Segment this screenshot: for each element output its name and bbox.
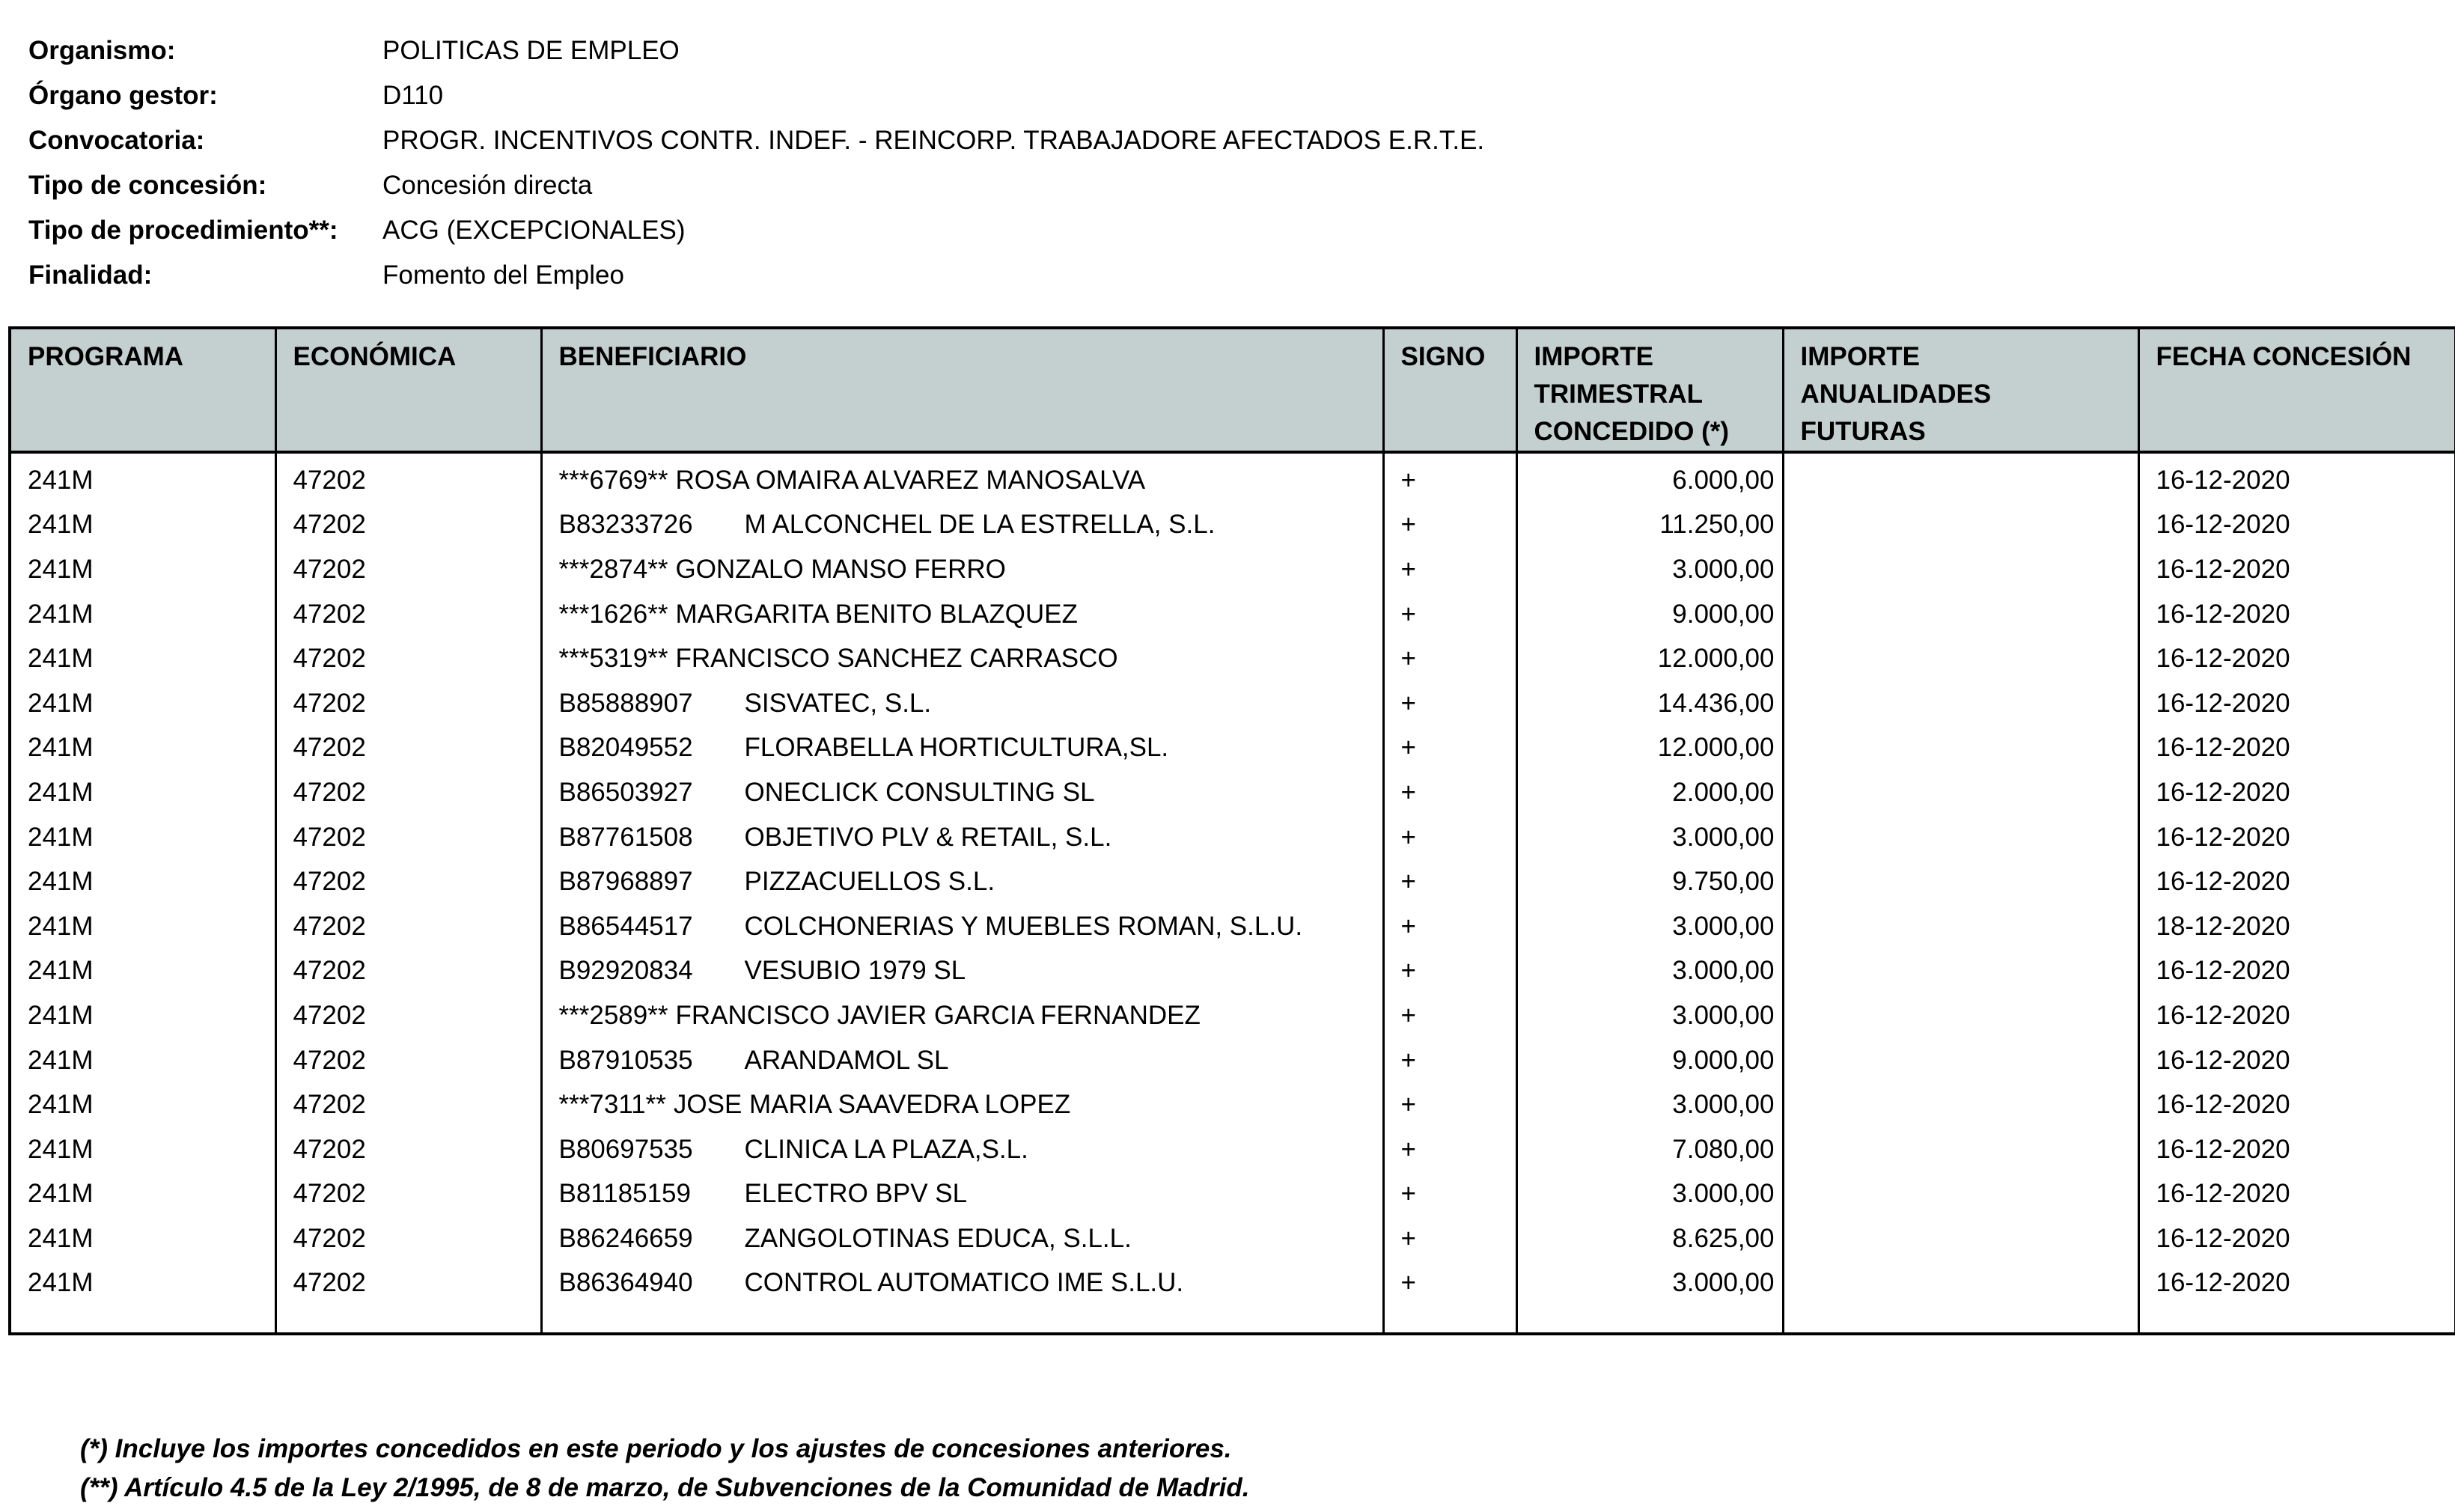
table-row [10, 1038, 2455, 1083]
cell-importe: 3.000,00 [1516, 815, 1783, 860]
table-row [10, 1127, 2455, 1172]
cell-economica: 47202 [275, 1261, 541, 1306]
cell-futuras [1783, 859, 2138, 904]
cell-economica: 47202 [275, 1082, 541, 1127]
document-header [28, 28, 1825, 298]
cell-fecha: 16-12-2020 [2138, 1216, 2455, 1261]
cell-signo: + [1383, 815, 1516, 860]
header-value: POLITICAS DE EMPLEO [382, 36, 680, 65]
cell-signo: + [1383, 859, 1516, 904]
column-header-importe-anualidades [1783, 328, 2138, 452]
empty-cell [10, 1305, 275, 1334]
cell-fecha: 18-12-2020 [2138, 904, 2455, 949]
cell-programa: 241M [28, 956, 94, 986]
cell-importe: 8.625,00 [1516, 1216, 1783, 1261]
header-label: Organismo: [28, 36, 176, 65]
beneficiary-name: MARGARITA BENITO BLAZQUEZ [675, 599, 1078, 629]
cell-signo: + [1383, 503, 1516, 548]
cell-importe: 2.000,00 [1516, 770, 1783, 815]
cell-importe: 9.000,00 [1516, 1038, 1783, 1083]
cell-fecha: 16-12-2020 [2138, 770, 2455, 815]
cell-programa: 241M [28, 688, 94, 718]
footnote-1: (*) Incluye los importes concedidos en este periodo y los ajustes de concesiones anteriores. [80, 1434, 1232, 1463]
cell-beneficiario [541, 1082, 1383, 1127]
cell-economica: 47202 [275, 1216, 541, 1261]
cell-beneficiario [541, 636, 1383, 681]
cell-economica: 47202 [275, 452, 541, 503]
table-row [10, 1216, 2455, 1261]
cell-economica: 47202 [275, 592, 541, 637]
cell-futuras [1783, 815, 2138, 860]
cell-programa: 241M [28, 599, 94, 629]
table-row [10, 636, 2455, 681]
cell-importe: 14.436,00 [1516, 681, 1783, 726]
cell-importe: 3.000,00 [1516, 904, 1783, 949]
cell-beneficiario [541, 770, 1383, 815]
cell-economica: 47202 [275, 547, 541, 592]
cell-futuras [1783, 904, 2138, 949]
cell-economica: 47202 [275, 1127, 541, 1172]
table-row [10, 1172, 2455, 1217]
table-header-row [10, 328, 2455, 452]
cell-futuras [1783, 503, 2138, 548]
cell-futuras [1783, 993, 2138, 1038]
beneficiary-id: B86364940 [558, 1268, 693, 1298]
cell-importe: 9.000,00 [1516, 592, 1783, 637]
table-row [10, 1261, 2455, 1306]
cell-economica: 47202 [275, 904, 541, 949]
cell-beneficiario [541, 681, 1383, 726]
cell-programa: 241M [28, 733, 94, 763]
header-value: D110 [382, 81, 444, 110]
table-row [10, 452, 2455, 503]
header-line: FUTURAS [1800, 417, 1926, 446]
cell-programa: 241M [28, 465, 94, 495]
cell-importe: 3.000,00 [1516, 1261, 1783, 1306]
cell-economica: 47202 [275, 726, 541, 771]
cell-fecha: 16-12-2020 [2138, 1172, 2455, 1217]
header-value: Concesión directa [382, 171, 593, 200]
beneficiary-id: ***1626** [558, 599, 668, 629]
cell-economica: 47202 [275, 770, 541, 815]
cell-importe: 3.000,00 [1516, 547, 1783, 592]
cell-importe: 12.000,00 [1516, 636, 1783, 681]
empty-cell [275, 1305, 541, 1334]
table-row [10, 547, 2455, 592]
column-header-importe-trimestral [1516, 328, 1783, 452]
cell-futuras [1783, 1038, 2138, 1083]
empty-cell [2138, 1305, 2455, 1334]
cell-beneficiario [541, 592, 1383, 637]
cell-importe: 6.000,00 [1516, 452, 1783, 503]
beneficiary-id: B85888907 [558, 688, 693, 718]
cell-importe: 11.250,00 [1516, 503, 1783, 548]
header-row-convocatoria [28, 118, 1825, 163]
cell-futuras [1783, 1216, 2138, 1261]
cell-beneficiario [541, 452, 1383, 503]
cell-programa: 241M [28, 1045, 94, 1075]
cell-fecha: 16-12-2020 [2138, 452, 2455, 503]
table-row [10, 726, 2455, 771]
column-header-economica: ECONÓMICA [275, 328, 541, 452]
cell-economica: 47202 [275, 815, 541, 860]
beneficiary-name: FRANCISCO JAVIER GARCIA FERNANDEZ [675, 1000, 1201, 1030]
cell-importe: 3.000,00 [1516, 993, 1783, 1038]
cell-futuras [1783, 1172, 2138, 1217]
cell-futuras [1783, 636, 2138, 681]
table-row [10, 904, 2455, 949]
cell-signo: + [1383, 993, 1516, 1038]
table-row [10, 681, 2455, 726]
cell-beneficiario [541, 859, 1383, 904]
column-header-fecha: FECHA CONCESIÓN [2138, 328, 2455, 452]
empty-cell [1383, 1305, 1516, 1334]
cell-fecha: 16-12-2020 [2138, 592, 2455, 637]
header-value: PROGR. INCENTIVOS CONTR. INDEF. - REINCORP. TRABAJADORE AFECTADOS E.R.T.E. [382, 126, 1485, 155]
beneficiary-id: B82049552 [558, 733, 693, 763]
cell-importe: 12.000,00 [1516, 726, 1783, 771]
header-label: Tipo de concesión: [28, 171, 267, 200]
cell-importe: 9.750,00 [1516, 859, 1783, 904]
table-row [10, 949, 2455, 994]
footnote-2: (**) Artículo 4.5 de la Ley 2/1995, de 8 de marzo, de Subvenciones de la Comunidad de Madrid. [80, 1473, 1250, 1502]
cell-beneficiario [541, 547, 1383, 592]
cell-fecha: 16-12-2020 [2138, 726, 2455, 771]
beneficiary-id: B86246659 [558, 1223, 693, 1253]
beneficiary-id: ***2589** [558, 1000, 668, 1030]
cell-economica: 47202 [275, 681, 541, 726]
cell-programa: 241M [28, 777, 94, 807]
cell-fecha: 16-12-2020 [2138, 815, 2455, 860]
header-label: Convocatoria: [28, 126, 205, 155]
header-label: Órgano gestor: [28, 81, 218, 110]
cell-fecha: 16-12-2020 [2138, 681, 2455, 726]
beneficiary-name: GONZALO MANSO FERRO [675, 554, 1006, 584]
beneficiary-name: ZANGOLOTINAS EDUCA, S.L.L. [744, 1223, 1132, 1253]
cell-signo: + [1383, 1127, 1516, 1172]
header-row-tipo-procedimiento [28, 208, 1825, 253]
beneficiary-name: OBJETIVO PLV & RETAIL, S.L. [744, 822, 1112, 852]
table-row [10, 815, 2455, 860]
beneficiary-id: ***6769** [558, 465, 668, 495]
footnotes [80, 1430, 1249, 1508]
beneficiary-name: CONTROL AUTOMATICO IME S.L.U. [744, 1268, 1184, 1298]
cell-importe: 3.000,00 [1516, 1172, 1783, 1217]
beneficiary-name: FRANCISCO SANCHEZ CARRASCO [675, 644, 1118, 674]
cell-beneficiario [541, 949, 1383, 994]
cell-beneficiario [541, 1261, 1383, 1306]
cell-programa: 241M [28, 1223, 94, 1253]
beneficiary-id: B83233726 [558, 510, 693, 540]
cell-signo: + [1383, 1261, 1516, 1306]
cell-signo: + [1383, 592, 1516, 637]
beneficiary-name: ONECLICK CONSULTING SL [744, 777, 1095, 807]
cell-economica: 47202 [275, 993, 541, 1038]
beneficiary-name: FLORABELLA HORTICULTURA,SL. [744, 733, 1169, 763]
cell-fecha: 16-12-2020 [2138, 636, 2455, 681]
cell-signo: + [1383, 1038, 1516, 1083]
cell-beneficiario [541, 1172, 1383, 1217]
cell-programa: 241M [28, 867, 94, 897]
cell-fecha: 16-12-2020 [2138, 1082, 2455, 1127]
table-row [10, 993, 2455, 1038]
cell-futuras [1783, 726, 2138, 771]
beneficiary-name: JOSE MARIA SAAVEDRA LOPEZ [673, 1090, 1071, 1120]
cell-signo: + [1383, 770, 1516, 815]
header-line: CONCEDIDO (*) [1534, 417, 1730, 446]
table-row [10, 592, 2455, 637]
cell-fecha: 16-12-2020 [2138, 547, 2455, 592]
cell-fecha: 16-12-2020 [2138, 949, 2455, 994]
cell-futuras [1783, 1127, 2138, 1172]
table-row [10, 859, 2455, 904]
cell-importe: 7.080,00 [1516, 1127, 1783, 1172]
column-header-signo: SIGNO [1383, 328, 1516, 452]
beneficiary-id: B92920834 [558, 956, 693, 986]
beneficiary-name: M ALCONCHEL DE LA ESTRELLA, S.L. [744, 510, 1216, 540]
cell-programa: 241M [28, 1000, 94, 1030]
cell-programa: 241M [28, 1268, 94, 1298]
beneficiary-id: B87761508 [558, 822, 693, 852]
cell-programa: 241M [28, 822, 94, 852]
cell-signo: + [1383, 452, 1516, 503]
cell-signo: + [1383, 949, 1516, 994]
cell-beneficiario [541, 503, 1383, 548]
beneficiary-name: ROSA OMAIRA ALVAREZ MANOSALVA [675, 465, 1146, 495]
cell-beneficiario [541, 815, 1383, 860]
cell-fecha: 16-12-2020 [2138, 1261, 2455, 1306]
cell-economica: 47202 [275, 949, 541, 994]
cell-programa: 241M [28, 644, 94, 674]
table-filler-row [10, 1305, 2455, 1334]
beneficiary-name: VESUBIO 1979 SL [744, 956, 966, 986]
header-line: IMPORTE [1534, 342, 1653, 371]
beneficiary-id: ***5319** [558, 644, 668, 674]
cell-signo: + [1383, 1082, 1516, 1127]
beneficiary-name: CLINICA LA PLAZA,S.L. [744, 1134, 1028, 1164]
cell-futuras [1783, 1261, 2138, 1306]
cell-futuras [1783, 547, 2138, 592]
beneficiary-id: ***7311** [558, 1090, 666, 1120]
beneficiary-id: B80697535 [558, 1134, 693, 1164]
beneficiary-name: ELECTRO BPV SL [744, 1179, 968, 1209]
header-label: Finalidad: [28, 260, 153, 290]
column-header-programa: PROGRAMA [10, 328, 275, 452]
cell-futuras [1783, 681, 2138, 726]
cell-futuras [1783, 452, 2138, 503]
beneficiary-name: SISVATEC, S.L. [744, 688, 932, 718]
cell-economica: 47202 [275, 859, 541, 904]
table-row [10, 1082, 2455, 1127]
cell-programa: 241M [28, 1179, 94, 1209]
cell-beneficiario [541, 726, 1383, 771]
empty-cell [1783, 1305, 2138, 1334]
cell-importe: 3.000,00 [1516, 949, 1783, 994]
beneficiary-id: ***2874** [558, 554, 668, 584]
beneficiary-id: B86503927 [558, 777, 693, 807]
cell-futuras [1783, 1082, 2138, 1127]
grants-table [8, 326, 2455, 1335]
header-value: ACG (EXCEPCIONALES) [382, 216, 686, 245]
header-line: TRIMESTRAL [1534, 379, 1704, 409]
cell-programa: 241M [28, 1134, 94, 1164]
header-row-tipo-concesion [28, 163, 1825, 208]
cell-beneficiario [541, 1038, 1383, 1083]
beneficiary-name: COLCHONERIAS Y MUEBLES ROMAN, S.L.U. [744, 911, 1303, 941]
cell-beneficiario [541, 1216, 1383, 1261]
cell-futuras [1783, 949, 2138, 994]
cell-beneficiario [541, 1127, 1383, 1172]
cell-signo: + [1383, 547, 1516, 592]
beneficiary-id: B87968897 [558, 867, 693, 897]
cell-signo: + [1383, 636, 1516, 681]
cell-futuras [1783, 592, 2138, 637]
cell-signo: + [1383, 1172, 1516, 1217]
header-value: Fomento del Empleo [382, 260, 624, 290]
table-row [10, 503, 2455, 548]
cell-programa: 241M [28, 1090, 94, 1120]
cell-signo: + [1383, 1216, 1516, 1261]
cell-futuras [1783, 770, 2138, 815]
beneficiary-id: B87910535 [558, 1045, 693, 1075]
cell-signo: + [1383, 726, 1516, 771]
cell-beneficiario [541, 993, 1383, 1038]
cell-signo: + [1383, 681, 1516, 726]
empty-cell [1516, 1305, 1783, 1334]
cell-economica: 47202 [275, 1172, 541, 1217]
cell-signo: + [1383, 904, 1516, 949]
cell-fecha: 16-12-2020 [2138, 859, 2455, 904]
table-row [10, 770, 2455, 815]
header-label: Tipo de procedimiento**: [28, 216, 338, 245]
cell-beneficiario [541, 904, 1383, 949]
header-row-finalidad [28, 253, 1825, 298]
cell-economica: 47202 [275, 636, 541, 681]
cell-fecha: 16-12-2020 [2138, 1127, 2455, 1172]
column-header-beneficiario: BENEFICIARIO [541, 328, 1383, 452]
header-row-organo-gestor [28, 73, 1825, 118]
header-line: IMPORTE [1800, 342, 1920, 371]
cell-economica: 47202 [275, 1038, 541, 1083]
header-line: ANUALIDADES [1800, 379, 1992, 409]
cell-economica: 47202 [275, 503, 541, 548]
cell-programa: 241M [28, 510, 94, 540]
beneficiary-name: PIZZACUELLOS S.L. [744, 867, 995, 897]
beneficiary-name: ARANDAMOL SL [744, 1045, 949, 1075]
cell-importe: 3.000,00 [1516, 1082, 1783, 1127]
empty-cell [541, 1305, 1383, 1334]
header-row-organismo [28, 28, 1825, 73]
cell-programa: 241M [28, 554, 94, 584]
cell-fecha: 16-12-2020 [2138, 503, 2455, 548]
cell-programa: 241M [28, 911, 94, 941]
table-body [10, 452, 2455, 1334]
beneficiary-id: B81185159 [558, 1179, 691, 1209]
beneficiary-id: B86544517 [558, 911, 693, 941]
cell-fecha: 16-12-2020 [2138, 993, 2455, 1038]
cell-fecha: 16-12-2020 [2138, 1038, 2455, 1083]
